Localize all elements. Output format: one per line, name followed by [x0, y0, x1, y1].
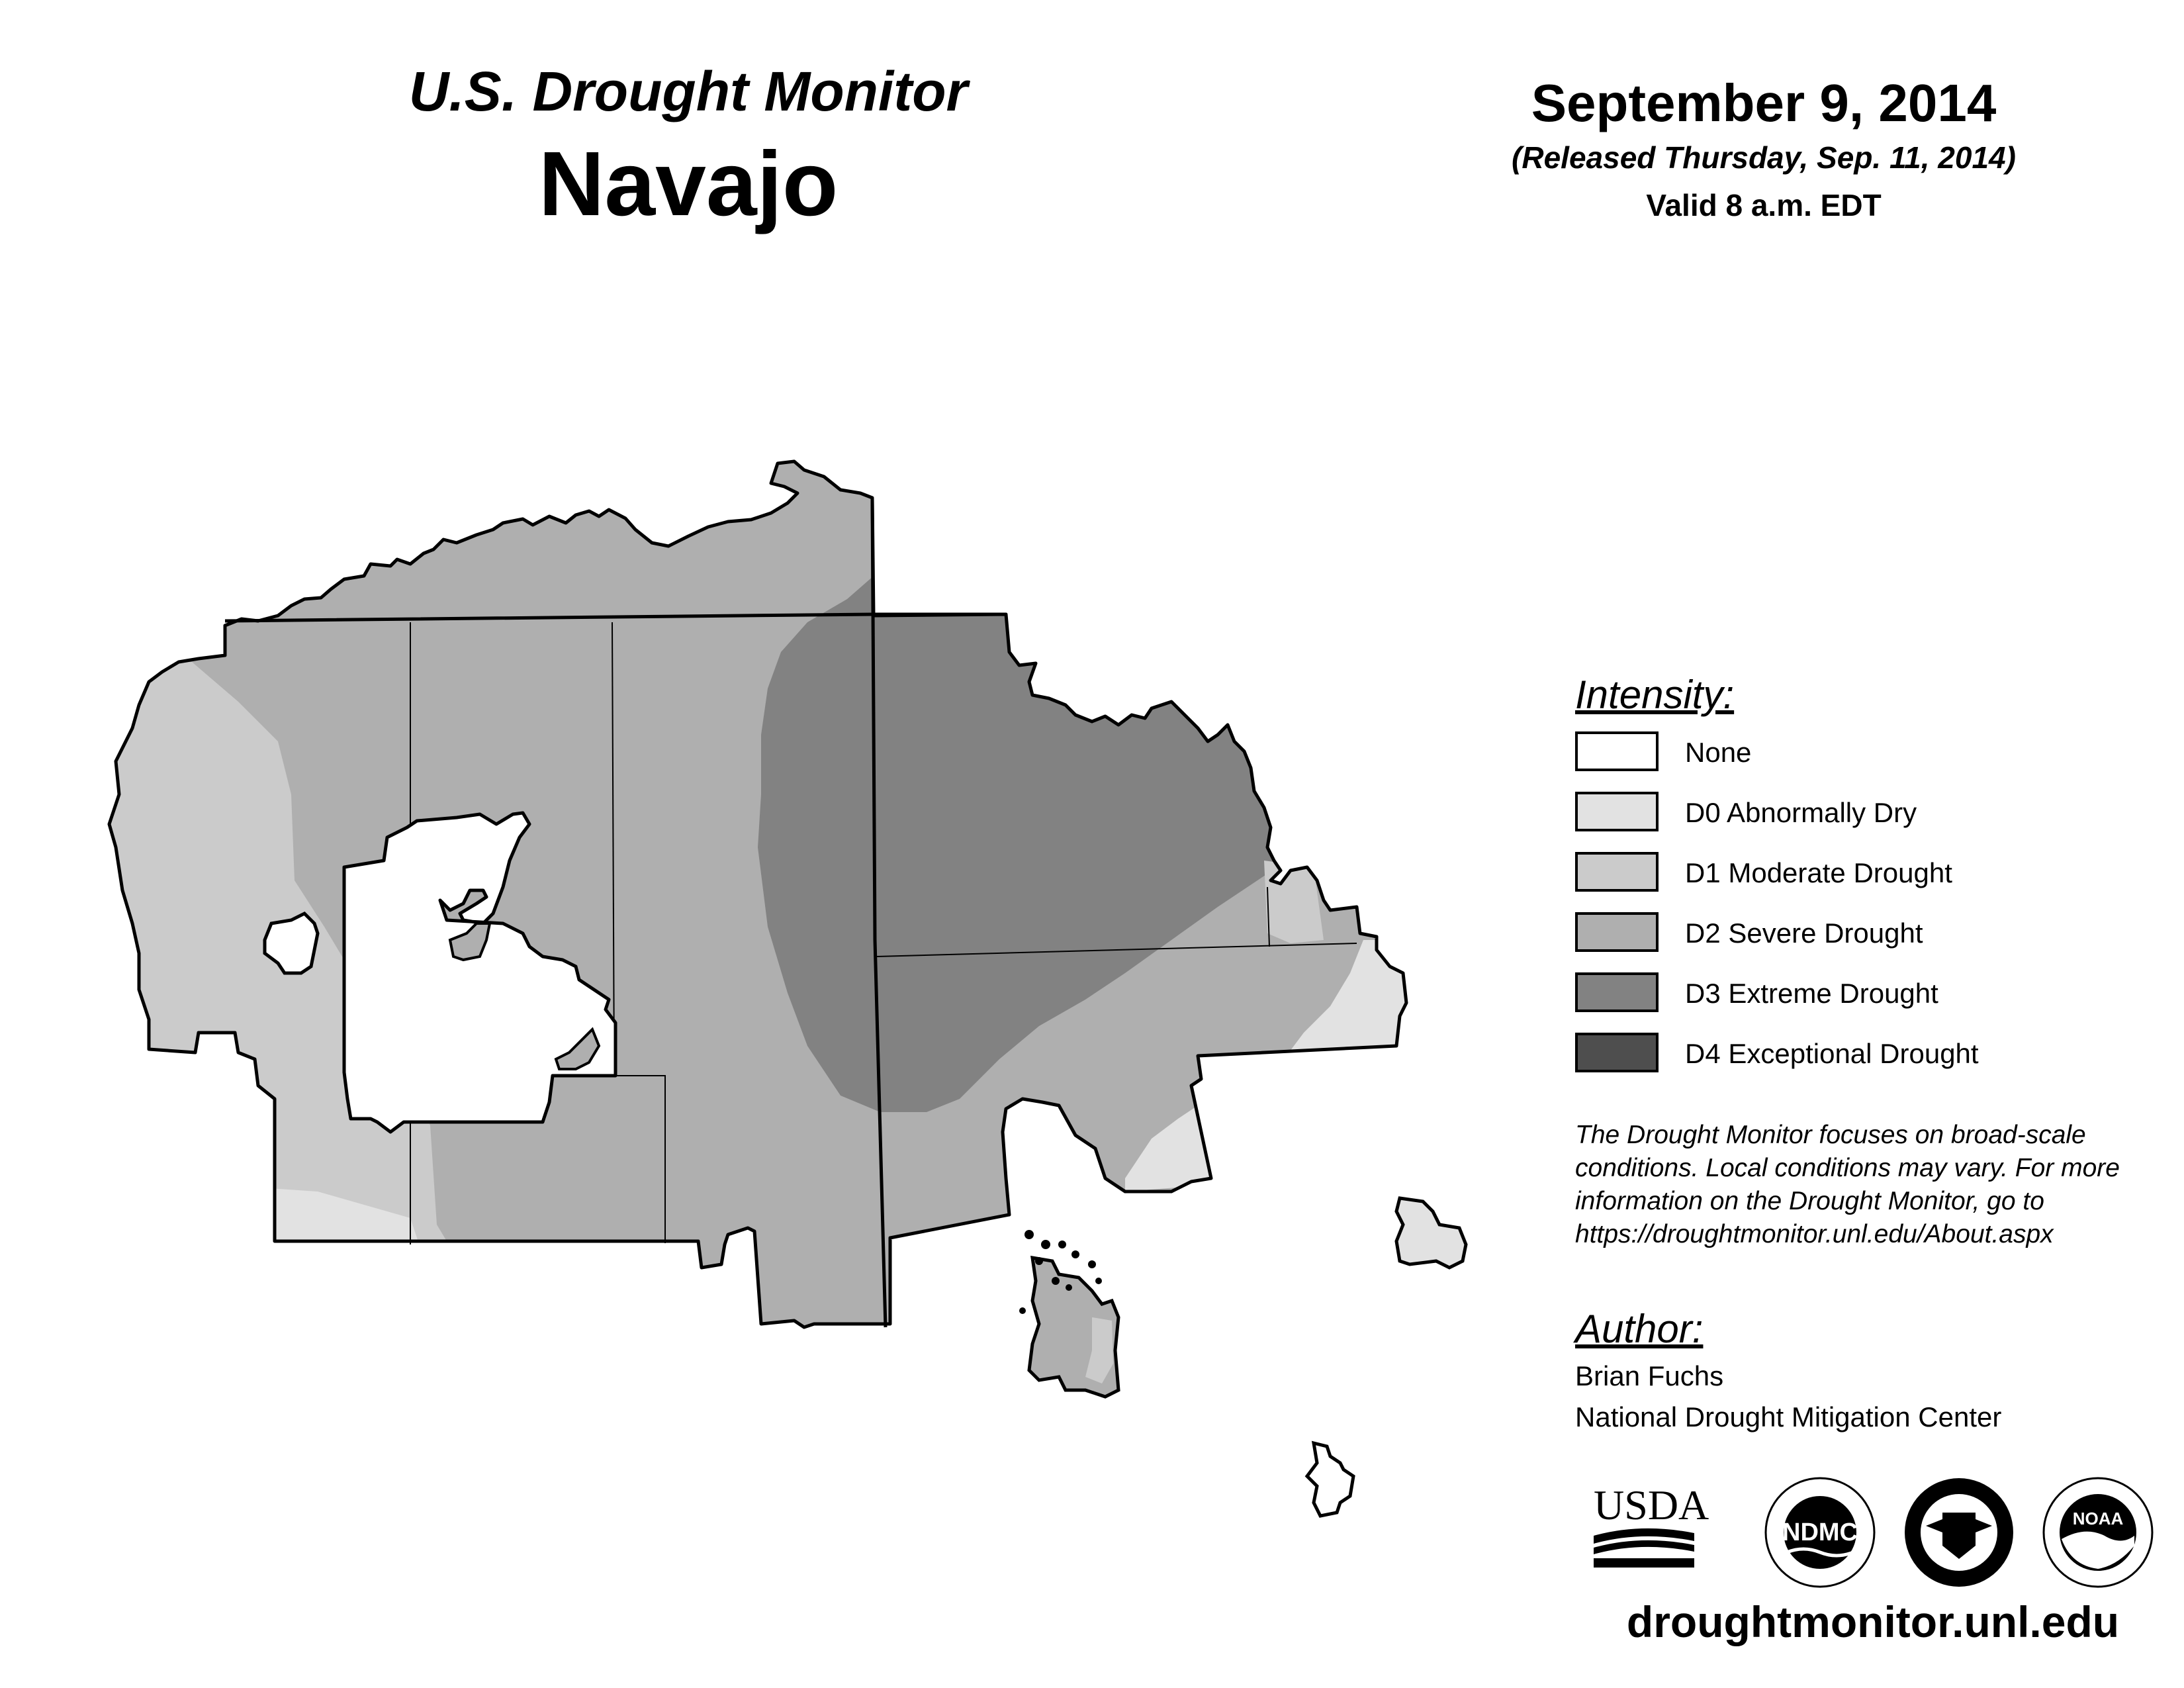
- legend-label: D2 Severe Drought: [1685, 917, 1923, 949]
- author-organization: National Drought Mitigation Center: [1575, 1401, 2002, 1432]
- disclaimer-link[interactable]: https://droughtmonitor.unl.edu/About.aspx: [1575, 1220, 2054, 1248]
- legend-swatch-d1: [1575, 852, 1659, 892]
- legend-item-d3: [1575, 966, 2171, 1026]
- legend-swatch-d4: [1575, 1033, 1659, 1072]
- legend-item-d2: [1575, 906, 2171, 966]
- legend-title: Intensity:: [1575, 673, 1735, 717]
- legend-item-d1: [1575, 845, 2171, 906]
- legend-swatch-none: [1575, 731, 1659, 771]
- legend-swatch-d0: [1575, 792, 1659, 831]
- legend-label: None: [1685, 737, 1752, 768]
- disclaimer-line: The Drought Monitor focuses on broad-scale: [1575, 1121, 2086, 1149]
- doc-seal-logo: [1905, 1478, 2013, 1587]
- legend-item-d0: [1575, 785, 2171, 845]
- legend: [1575, 665, 2171, 1086]
- drought-zones: [0, 397, 1522, 1390]
- usda-logo: [1594, 1481, 1709, 1568]
- author-heading: Author:: [1575, 1307, 1704, 1351]
- disclaimer: [1575, 1119, 2177, 1251]
- legend-label: D1 Moderate Drought: [1685, 857, 1952, 888]
- legend-label: D3 Extreme Drought: [1685, 978, 1938, 1009]
- map-title: U.S. Drought Monitor: [408, 60, 968, 122]
- d1-zone-east: [1264, 861, 1324, 943]
- author-name: Brian Fuchs: [1575, 1360, 1724, 1391]
- legend-label: D0 Abnormally Dry: [1685, 797, 1917, 828]
- legend-swatch-d2: [1575, 912, 1659, 952]
- region-name: Navajo: [538, 133, 839, 235]
- map-date: September 9, 2014: [1531, 73, 1997, 132]
- valid-time: Valid 8 a.m. EDT: [1646, 188, 1882, 222]
- legend-label: D4 Exceptional Drought: [1685, 1038, 1979, 1069]
- author-block: [1575, 1303, 2171, 1438]
- legend-swatch-d3: [1575, 972, 1659, 1012]
- release-note: (Released Thursday, Sep. 11, 2014): [1512, 140, 2016, 175]
- legend-item-d4: [1575, 1026, 2171, 1086]
- disclaimer-line: conditions. Local conditions may vary. For more: [1575, 1154, 2120, 1182]
- ndmc-logo-text: NDMC: [1782, 1519, 1858, 1546]
- ndmc-logo: [1766, 1478, 1874, 1587]
- parcel-southeast: [1307, 1443, 1353, 1516]
- agency-logos: [1588, 1470, 2171, 1595]
- parcel-east: [1396, 1198, 1466, 1268]
- legend-item-none: [1575, 725, 2171, 785]
- noaa-logo: [2044, 1478, 2152, 1587]
- noaa-logo-text: NOAA: [2072, 1509, 2124, 1528]
- usda-logo-text: USDA: [1594, 1481, 1709, 1528]
- site-url-link[interactable]: droughtmonitor.unl.edu: [1626, 1597, 2120, 1646]
- disclaimer-line: information on the Drought Monitor, go to: [1575, 1187, 2044, 1215]
